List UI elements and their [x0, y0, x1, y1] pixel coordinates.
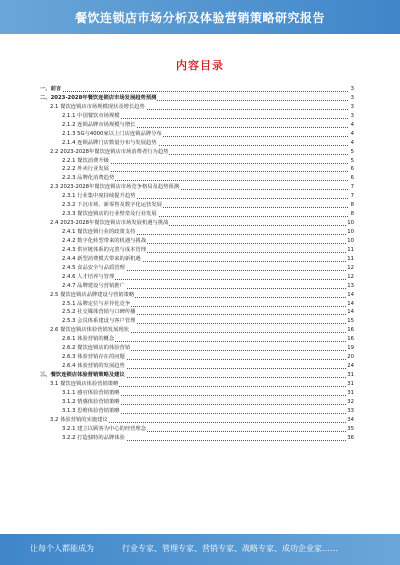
toc-entry[interactable]	[40, 353, 354, 362]
toc-page-number: 14	[347, 291, 354, 298]
toc-page-number: 12	[347, 273, 354, 280]
toc-page-number: 12	[347, 264, 354, 271]
toc-page-number: 6	[350, 166, 354, 173]
toc-entry-text: 2.1.4 连锁品牌门店数量分布与发展趋势	[62, 139, 157, 146]
toc-entry[interactable]	[40, 174, 354, 183]
toc-entry[interactable]	[40, 255, 354, 264]
toc-page-number: 7	[350, 184, 354, 191]
toc-heading: 内容目录	[176, 59, 224, 72]
toc-page-number: 32	[347, 398, 354, 405]
toc-page-number: 16	[347, 336, 354, 343]
toc-entry[interactable]	[40, 264, 354, 273]
toc-entry-text: 三、餐饮连锁店体验营销策略及建议	[40, 372, 125, 378]
header-bar	[0, 0, 400, 34]
toc-page-number: 11	[347, 255, 354, 262]
toc-page-number: 34	[347, 416, 354, 423]
toc-entry[interactable]	[40, 282, 354, 291]
toc-entry-text: 2.4.6 人才培养与管理	[62, 273, 115, 280]
toc-entry-text: 2.2 2023-2028年餐饮连锁店市场消费者行为趋势	[50, 148, 169, 155]
toc-entry[interactable]	[40, 165, 354, 174]
table-of-contents	[40, 85, 354, 443]
toc-page-number: 14	[347, 309, 354, 316]
toc-page-number: 14	[347, 300, 354, 307]
toc-entry[interactable]	[40, 210, 354, 219]
toc-page-number: 10	[347, 220, 354, 227]
toc-entry-text: 2.5.3 会员体系建设与客户管理	[62, 318, 136, 325]
toc-entry-text: 2.2.1 餐饮消费升级	[62, 157, 109, 164]
toc-entry-text: 二、2023-2028年餐饮连锁店市场发展趋势预测	[40, 94, 157, 101]
toc-entry[interactable]	[40, 112, 354, 121]
toc-entry-text: 3.2 体验营销的实施建议	[50, 416, 108, 423]
toc-entry[interactable]	[40, 434, 354, 443]
toc-entry-text: 2.1.1 中国餐饮市场规模	[62, 112, 120, 119]
toc-entry[interactable]	[40, 398, 354, 407]
toc-page-number: 4	[350, 121, 354, 128]
toc-page-number: 11	[347, 246, 354, 253]
toc-entry-text: 2.6 餐饮连锁店体验营销发展现状	[50, 327, 129, 334]
toc-entry[interactable]	[40, 380, 354, 389]
toc-page-number: 10	[347, 229, 354, 235]
toc-page-number: 4	[350, 130, 354, 137]
toc-entry[interactable]	[40, 130, 354, 139]
toc-entry-text: 2.4.3 供应链体系的完善与成本管理	[62, 246, 147, 253]
toc-page-number: 35	[347, 425, 354, 432]
toc-entry[interactable]	[40, 121, 354, 130]
toc-entry-text: 2.6.2 餐饮连锁店的体验营销	[62, 345, 131, 352]
toc-entry-text: 2.4 2023-2028年餐饮连锁店市场发展机遇与挑战	[50, 220, 169, 227]
toc-entry[interactable]	[40, 389, 354, 398]
toc-entry[interactable]	[40, 344, 354, 353]
toc-page-number: 8	[350, 211, 354, 218]
toc-entry-text: 2.4.5 食品安全与品质管理	[62, 264, 125, 271]
toc-entry-text: 2.2.2 外卖行业发展	[62, 166, 109, 173]
toc-page-number: 6	[350, 175, 354, 182]
toc-entry-text: 2.5 餐饮连锁店品牌建设与营销策略	[50, 291, 135, 298]
toc-page-number: 7	[350, 193, 354, 200]
toc-entry-text: 2.1.3 5G与4000家以上门店连锁品牌分布	[62, 130, 162, 137]
toc-page-number: 19	[347, 345, 354, 352]
toc-page-number: 5	[350, 148, 354, 155]
toc-entry-text: 2.1.2 连锁品牌市场规模与增长	[62, 121, 136, 128]
toc-page-number: 10	[347, 237, 354, 244]
toc-entry-text: 3.1.3 思维体验营销策略	[62, 407, 120, 414]
toc-entry[interactable]	[40, 139, 354, 148]
toc-entry[interactable]	[40, 103, 354, 112]
toc-entry[interactable]	[40, 219, 354, 228]
toc-page-number: 8	[350, 202, 354, 209]
toc-entry[interactable]	[40, 416, 354, 425]
toc-page-number: 3	[350, 112, 354, 119]
toc-page-number: 15	[347, 318, 354, 325]
toc-entry[interactable]	[40, 291, 354, 300]
toc-page-number: 36	[347, 434, 354, 441]
toc-entry-text: 2.5.2 社交媒体营销与口碑传播	[62, 309, 136, 316]
toc-entry[interactable]	[40, 148, 354, 157]
toc-entry-text: 3.1.1 感官体验营销策略	[62, 389, 120, 396]
toc-entry-text: 3.2.1 建立以顾客为中心的经营理念	[62, 425, 147, 432]
toc-page-number: 13	[347, 282, 354, 289]
report-title: 餐饮连锁店市场分析及体验营销策略研究报告	[74, 11, 325, 25]
toc-entry[interactable]	[40, 192, 354, 201]
toc-entry-text: 3.1 餐饮连锁店体验营销策略	[50, 380, 119, 387]
footer-slogan-left: 让每个人都能成为	[30, 544, 94, 553]
toc-entry[interactable]	[40, 371, 354, 380]
toc-entry-text: 2.5.1 品牌定位与差异化竞争	[62, 300, 131, 307]
toc-entry-text: 3.1.2 情感体验营销策略	[62, 398, 120, 405]
toc-page-number: 4	[350, 139, 354, 146]
footer-bar	[0, 534, 400, 565]
toc-entry[interactable]	[40, 362, 354, 371]
toc-page-number: 3	[350, 94, 354, 101]
toc-entry[interactable]	[40, 237, 354, 246]
toc-entry-text: 2.6.3 体验营销存在的问题	[62, 354, 125, 361]
footer-slogan-right: 行业专家、管理专家、营销专家、战略专家、成功企业家……	[122, 544, 338, 553]
toc-entry[interactable]	[40, 407, 354, 416]
toc-entry[interactable]	[40, 157, 354, 166]
toc-entry[interactable]	[40, 94, 354, 103]
toc-entry[interactable]	[40, 326, 354, 335]
toc-page-number: 31	[347, 380, 354, 387]
toc-entry[interactable]	[40, 308, 354, 317]
toc-entry[interactable]	[40, 201, 354, 210]
toc-entry-text: 2.3.1 行业集中度持续提升趋势	[62, 193, 136, 200]
toc-entry-text: 2.6.1 体验营销的概念	[62, 336, 115, 343]
toc-entry-text: 2.3 2023-2028年餐饮连锁店市场竞争格局及趋势预测	[50, 184, 180, 191]
toc-page-number: 3	[350, 103, 354, 110]
toc-page-number: 31	[347, 372, 354, 378]
toc-entry-text: 3.2.2 打造独特的品牌体验	[62, 434, 125, 441]
toc-entry-text: 2.6.4 体验营销的发展趋势	[62, 363, 125, 370]
toc-entry-text: 2.2.3 品牌化消费趋势	[62, 175, 115, 182]
toc-leader-dots	[40, 85, 348, 92]
toc-entry[interactable]	[40, 183, 354, 192]
toc-entry-text: 一、前言	[40, 86, 62, 92]
toc-entry[interactable]	[40, 246, 354, 255]
toc-entry[interactable]	[40, 300, 354, 309]
toc-entry-text: 2.1 餐饮连锁店市场规模现状及增长趋势	[50, 103, 145, 110]
toc-entry[interactable]	[40, 273, 354, 282]
toc-entry-text: 2.3.3 餐饮连锁店的行业壁垒及行业发展	[62, 211, 157, 218]
toc-entry[interactable]	[40, 85, 354, 94]
toc-entry-text: 2.4.7 品牌建设与营销推广	[62, 282, 125, 289]
toc-entry[interactable]	[40, 228, 354, 237]
toc-entry-text: 2.4.2 数字化转型带来的机遇与挑战	[62, 237, 147, 244]
toc-entry-text: 2.4.1 餐饮连锁行业的政策支持	[62, 229, 136, 235]
toc-page-number: 31	[347, 389, 354, 396]
toc-page-number: 3	[350, 86, 354, 92]
toc-page-number: 33	[347, 407, 354, 414]
toc-entry[interactable]	[40, 317, 354, 326]
toc-entry-text: 2.4.4 新型消费模式带来的新机遇	[62, 255, 141, 262]
toc-page-number: 5	[350, 157, 354, 164]
toc-page-number: 24	[347, 363, 354, 370]
toc-page-number: 16	[347, 327, 354, 334]
toc-entry[interactable]	[40, 335, 354, 344]
toc-page-number: 20	[347, 354, 354, 361]
toc-entry[interactable]	[40, 425, 354, 434]
toc-entry-text: 2.3.2 下沉市场、新零售及数字化运营发展	[62, 202, 162, 209]
